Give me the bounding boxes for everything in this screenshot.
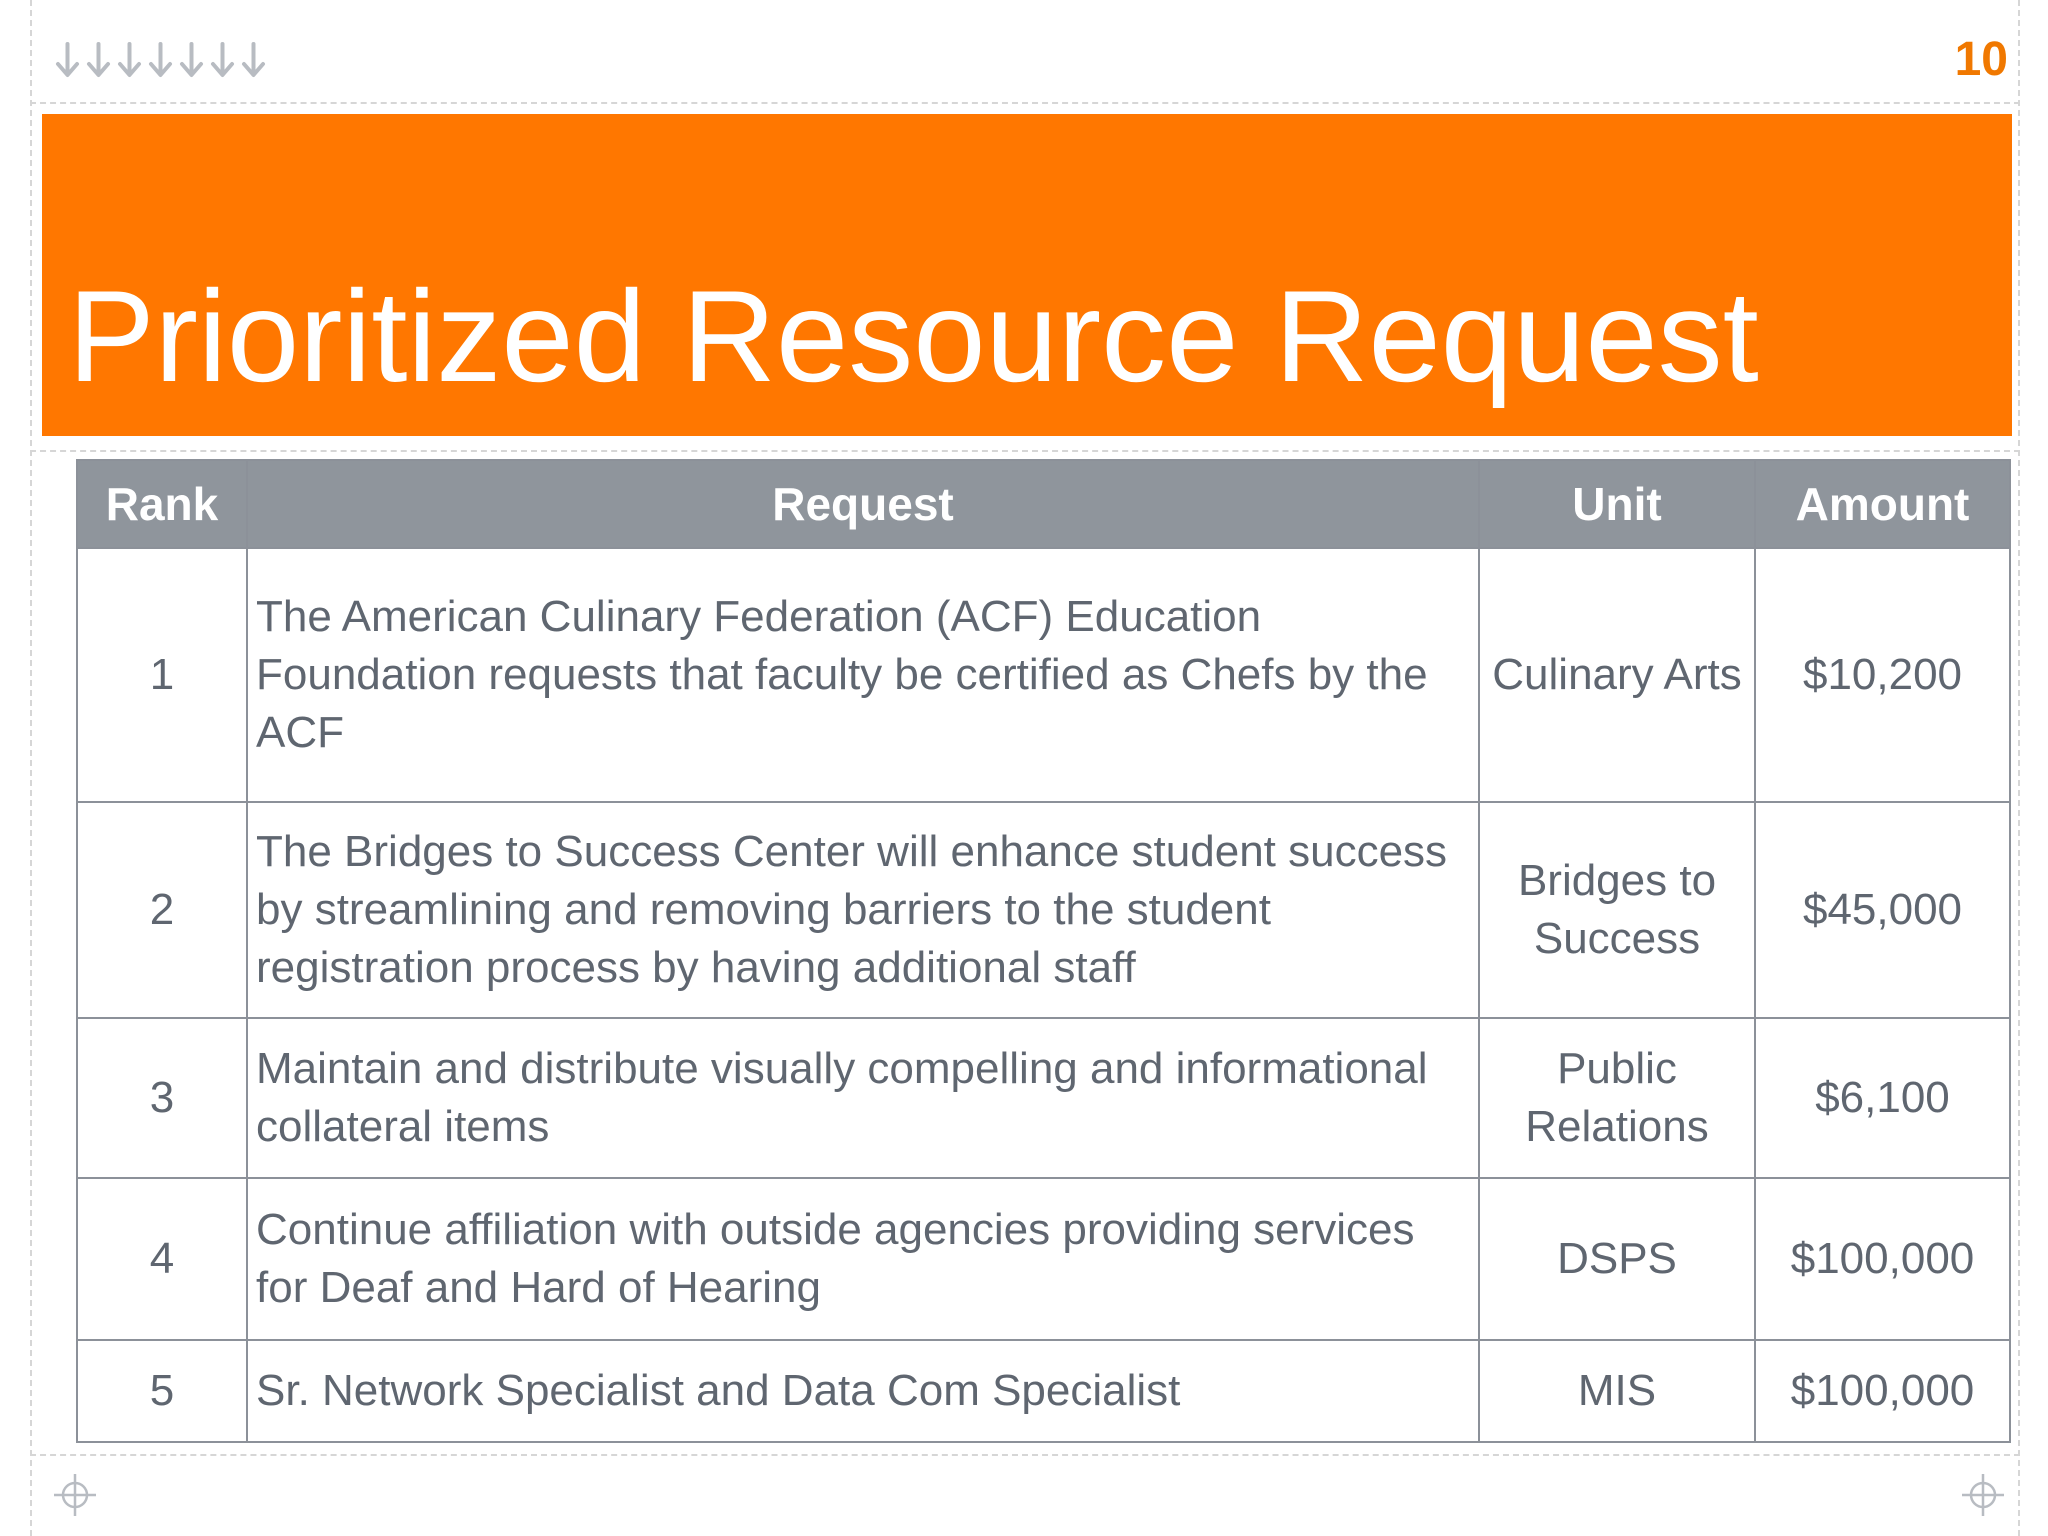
rank-cell: 3 — [77, 1018, 247, 1178]
table-row — [77, 548, 2010, 802]
header-amount: Amount — [1755, 460, 2010, 548]
unit-cell: Bridges to Success — [1479, 802, 1755, 1018]
amount-cell: $100,000 — [1755, 1340, 2010, 1442]
rank-cell: 2 — [77, 802, 247, 1018]
table-row — [77, 1178, 2010, 1340]
unit-cell: MIS — [1479, 1340, 1755, 1442]
title-band — [42, 114, 2012, 436]
amount-cell: $6,100 — [1755, 1018, 2010, 1178]
arrow-down-icon — [85, 40, 112, 80]
amount-cell: $45,000 — [1755, 802, 2010, 1018]
request-cell: Maintain and distribute visually compelling and informational collateral items — [247, 1018, 1479, 1178]
rank-cell: 4 — [77, 1178, 247, 1340]
guide-line-bottom — [30, 1454, 2020, 1456]
unit-cell: DSPS — [1479, 1178, 1755, 1340]
arrow-down-icon — [54, 40, 81, 80]
crosshair-icon — [1960, 1472, 2006, 1518]
unit-cell: Public Relations — [1479, 1018, 1755, 1178]
header-rank: Rank — [77, 460, 247, 548]
page-number: 10 — [1954, 33, 2008, 86]
guide-line-right — [2018, 0, 2020, 1536]
resource-request-table[interactable] — [76, 459, 2011, 1443]
arrow-row — [54, 40, 267, 80]
request-cell: Continue affiliation with outside agencies providing services for Deaf and Hard of Hearing — [247, 1178, 1479, 1340]
header-unit: Unit — [1479, 460, 1755, 548]
arrow-down-icon — [178, 40, 205, 80]
request-cell: Sr. Network Specialist and Data Com Specialist — [247, 1340, 1479, 1442]
arrow-down-icon — [240, 40, 267, 80]
request-cell: The American Culinary Federation (ACF) Education Foundation requests that faculty be certified as Chefs by the ACF — [247, 548, 1479, 802]
slide-title[interactable]: Prioritized Resource Request — [68, 263, 1759, 409]
amount-cell: $100,000 — [1755, 1178, 2010, 1340]
table-header-row — [77, 460, 2010, 548]
header-request: Request — [247, 460, 1479, 548]
crosshair-icon — [52, 1472, 98, 1518]
arrow-down-icon — [209, 40, 236, 80]
table-row — [77, 1340, 2010, 1442]
guide-line-mid — [30, 450, 2020, 452]
rank-cell: 1 — [77, 548, 247, 802]
rank-cell: 5 — [77, 1340, 247, 1442]
guide-line-top — [30, 102, 2020, 104]
arrow-down-icon — [147, 40, 174, 80]
unit-cell: Culinary Arts — [1479, 548, 1755, 802]
table-row — [77, 802, 2010, 1018]
table-row — [77, 1018, 2010, 1178]
guide-line-left — [30, 0, 32, 1536]
amount-cell: $10,200 — [1755, 548, 2010, 802]
arrow-down-icon — [116, 40, 143, 80]
request-cell: The Bridges to Success Center will enhance student success by streamlining and removing barriers to the student registration process by having additional staff — [247, 802, 1479, 1018]
